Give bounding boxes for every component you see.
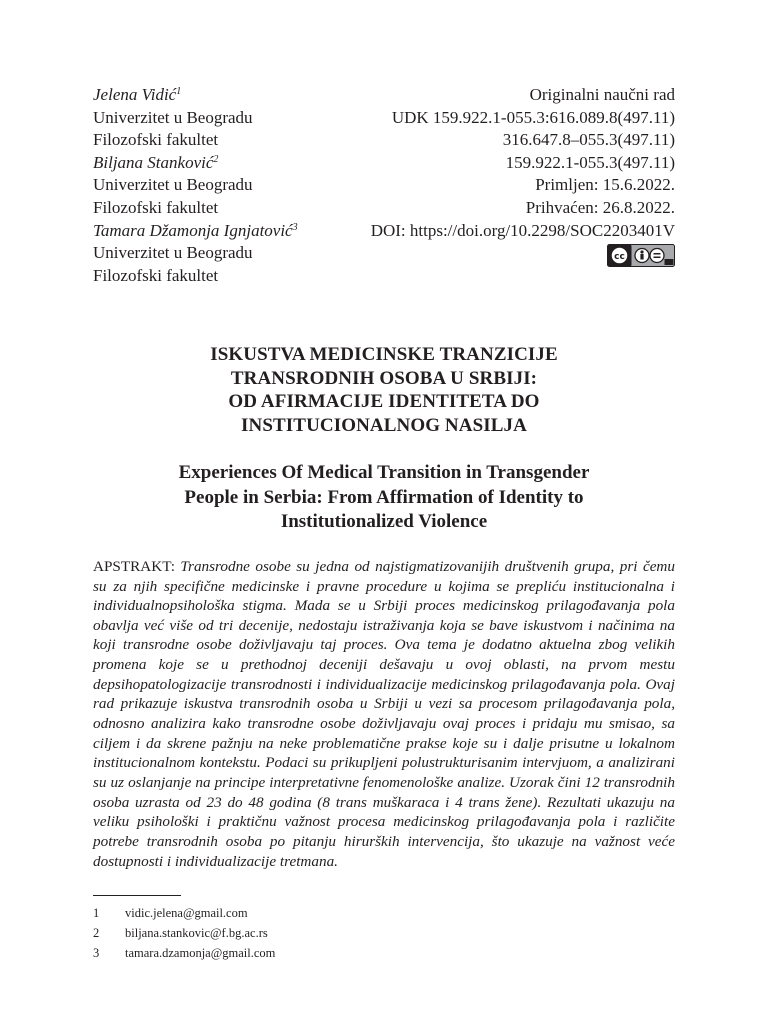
abstract-label: APSTRAKT: [93, 557, 175, 575]
footnote-ref[interactable]: 2 [213, 153, 219, 165]
article-metadata [371, 84, 675, 287]
footnote [93, 903, 675, 923]
received-date: Primljen: 15.6.2022. [535, 175, 675, 195]
udk-code: UDK 159.922.1-055.3:616.089.8(497.11) [391, 107, 675, 127]
article-header [93, 84, 675, 287]
title-english [93, 461, 675, 535]
footnote [93, 943, 675, 963]
author-name: Biljana Stanković$^2$ [93, 152, 219, 172]
footnote-ref[interactable]: 3 [292, 221, 298, 233]
author-block [93, 84, 298, 287]
title-line: Institutionalized Violence [280, 511, 488, 533]
author-name: Tamara Džamonja Ignjatović$^3$ [93, 220, 298, 240]
title-line: ISKUSTVA MEDICINSKE TRANZICIJE [210, 344, 558, 366]
author-affiliation: Univerzitet u Beogradu [93, 175, 253, 195]
udk-code: 316.647.8–055.3(497.11) [502, 130, 675, 150]
article-type: Originalni naučni rad [529, 85, 675, 104]
title-line: INSTITUCIONALNOG NASILJA [241, 414, 527, 436]
footnote-email[interactable]: vidic.jelena@gmail.com [125, 906, 248, 920]
footnote-email[interactable]: biljana.stankovic@f.bg.ac.rs [125, 926, 268, 940]
footnote [93, 923, 675, 943]
udk-code: 159.922.1-055.3(497.11) [505, 152, 675, 172]
doi-link[interactable]: DOI: https://doi.org/10.2298/SOC2203401V [370, 220, 675, 240]
footnote-number: 3 [93, 946, 100, 960]
author-faculty: Filozofski fakultet [93, 265, 219, 285]
title-line: Experiences Of Medical Transition in Transgender [178, 462, 590, 484]
svg-text:cc: cc [614, 252, 625, 263]
footnote-ref[interactable]: 1 [176, 86, 182, 97]
footnote-email[interactable]: tamara.dzamonja@gmail.com [125, 946, 276, 960]
author-name: Jelena Vidić$^1$ [93, 85, 182, 104]
title-line: OD AFIRMACIJE IDENTITETA DO [228, 391, 540, 413]
article-page [93, 84, 675, 871]
abstract [93, 557, 675, 872]
title-line: TRANSRODNIH OSOBA U SRBIJI: [230, 367, 538, 389]
abstract-text: Transrodne osobe su jedna od najstigmatizovanijih društvenih grupa, pri čemu su za njih specifične medicinske i pravne procedure u kojima se prepliću institucionalna i individualnopsihološka stigma. Mada se u Srbiji proces medicinskog prilagođavanja pola obavlja već više od tri decenije, nedostaju istraživanja koja se bave iskustvom i načinima na koji transrodne osobe doživljavaju taj proces. Ova tema je dodatno aktuelna zbog velikih promena koje se u prethodnoj deceniji dešavaju u ovoj oblasti, na prvom mestu depsihopatologizacije transrodnosti i individualizacije medicinskog prilagođavanja pola. Ovaj rad prikazuje iskustva transrodnih osoba u Srbiji u vezi sa procesom prilagođavanja pola, odnosno analizira kako transrodne osobe doživljavaju ovaj proces i pridaju mu smisao, sa ciljem i da skrene pažnju na neke problematične prakse koje su i dalje prisutne u lokalnom institucionalnom kontekstu. Podaci su prikupljeni polustrukturisanim intervjuom, a analizirani su uz oslanjanje na principe interpretativne fenomenološke analize. Uzorak čini 12 transrodnih osoba uzrasta od 23 do 48 godina (8 trans muškaraca i 4 trans žene). Rezultati ukazuju na veliku psihološki i praktičnu važnost procesa medicinskog prilagođavanja pola i različite potrebe transrodnih osoba po pitanju hirurških intervencija, što ukazuje na važnost veće dostupnosti i individualizacije tretmana. [93, 557, 675, 870]
footnote-number: 2 [93, 926, 100, 940]
footnote-number: 1 [93, 906, 100, 920]
author-faculty: Filozofski fakultet [93, 130, 219, 150]
footnotes [93, 895, 675, 963]
title-line: People in Serbia: From Affirmation of Identity to [184, 486, 584, 508]
title-serbian [93, 343, 675, 437]
author-affiliation: Univerzitet u Beogradu [93, 243, 253, 263]
author-affiliation: Univerzitet u Beogradu [93, 107, 253, 127]
accepted-date: Prihvaćen: 26.8.2022. [525, 197, 675, 217]
cc-by-nc-nd-icon[interactable] [607, 244, 675, 267]
license-badge-graphic [607, 244, 675, 267]
author-faculty: Filozofski fakultet [93, 197, 219, 217]
footnote-divider [93, 895, 181, 896]
